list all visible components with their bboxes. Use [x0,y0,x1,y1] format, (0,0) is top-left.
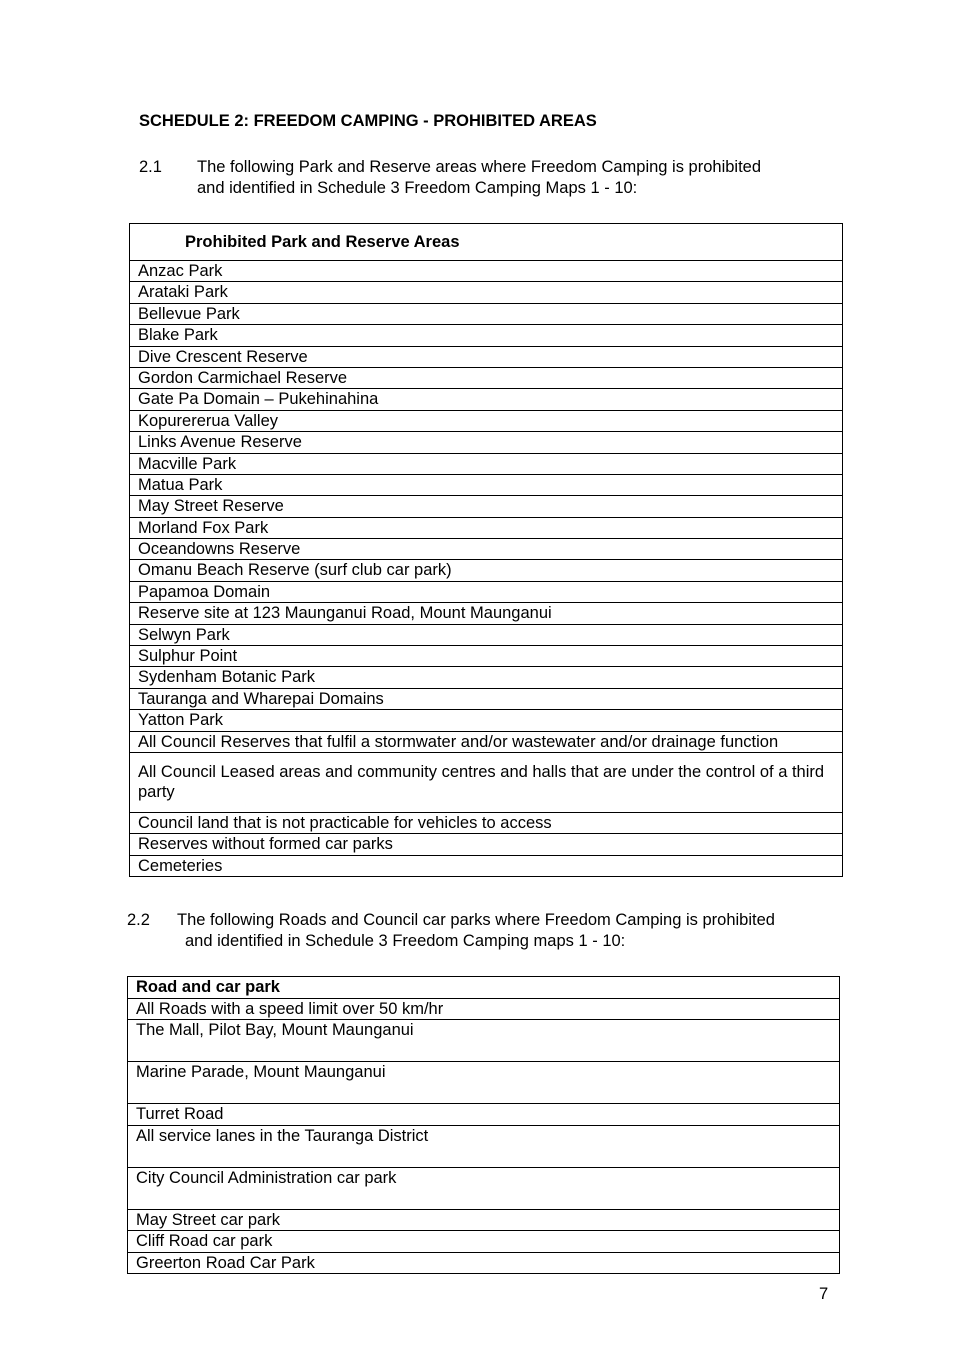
table-row [130,581,843,602]
table-cell: Morland Fox Park [130,517,843,538]
table-row [130,367,843,388]
table-header: Prohibited Park and Reserve Areas [130,224,843,261]
section-text-line: and identified in Schedule 3 Freedom Camping maps 1 - 10: [185,932,626,950]
table-row [130,303,843,324]
table-row [130,346,843,367]
table-cell: All Roads with a speed limit over 50 km/hr [128,999,840,1020]
section-number: 2.1 [139,158,162,176]
table-cell: Turret Road [128,1104,840,1125]
section-text-line: The following Park and Reserve areas where Freedom Camping is prohibited [197,158,762,176]
table-cell: Dive Crescent Reserve [130,346,843,367]
table-cell: May Street car park [128,1209,840,1230]
section-text-line: and identified in Schedule 3 Freedom Camping Maps 1 - 10: [197,179,638,197]
table-cell: Council land that is not practicable for vehicles to access [130,812,843,833]
table-row [128,1020,840,1062]
section-text [197,157,837,199]
table-row [130,752,843,812]
table-header-row [130,224,843,261]
table-cell: Bellevue Park [130,303,843,324]
table-cell: Links Avenue Reserve [130,432,843,453]
table-cell: Yatton Park [130,710,843,731]
table-cell: All service lanes in the Tauranga District [128,1125,840,1167]
table-row [130,731,843,752]
prohibited-parks-table [129,223,843,877]
table-row [128,1104,840,1125]
table-row [130,603,843,624]
table-cell: Marine Parade, Mount Maunganui [128,1062,840,1104]
table-cell: Omanu Beach Reserve (surf club car park) [130,560,843,581]
table-cell: All Council Reserves that fulfil a stormwater and/or wastewater and/or drainage function [130,731,843,752]
table-cell: Tauranga and Wharepai Domains [130,688,843,709]
section-text [177,910,847,952]
table-cell: Selwyn Park [130,624,843,645]
table-row [130,560,843,581]
table-cell: Sydenham Botanic Park [130,667,843,688]
table-cell: Macville Park [130,453,843,474]
table-row [130,496,843,517]
table-cell: Anzac Park [130,261,843,282]
table-row [130,474,843,495]
table-cell: Reserve site at 123 Maunganui Road, Mount Maunganui [130,603,843,624]
table-row [130,624,843,645]
table-row [130,261,843,282]
table-row [128,999,840,1020]
table-row [130,389,843,410]
table-row [130,453,843,474]
table-row [130,410,843,431]
table-row [128,1167,840,1209]
table-cell: Gordon Carmichael Reserve [130,367,843,388]
table-row [130,517,843,538]
table-cell: Greerton Road Car Park [128,1252,840,1273]
table-row [130,710,843,731]
table-cell: The Mall, Pilot Bay, Mount Maunganui [128,1020,840,1062]
road-car-park-table [127,976,840,1274]
table-cell: May Street Reserve [130,496,843,517]
table-cell: Kopurererua Valley [130,410,843,431]
table-cell: Cemeteries [130,855,843,876]
table-header-row [128,977,840,999]
section-number: 2.2 [127,911,150,929]
table-cell: Blake Park [130,325,843,346]
table-row [130,855,843,876]
table-row [130,834,843,855]
table-cell: Cliff Road car park [128,1231,840,1252]
table-cell: Papamoa Domain [130,581,843,602]
table-row [130,646,843,667]
section-text-line: The following Roads and Council car parks where Freedom Camping is prohibited [177,911,775,929]
page-heading: SCHEDULE 2: FREEDOM CAMPING - PROHIBITED AREAS [139,112,597,130]
table-row [130,812,843,833]
table-row [130,667,843,688]
table-row [128,1209,840,1230]
table-row [128,1062,840,1104]
table-cell: Reserves without formed car parks [130,834,843,855]
table-header: Road and car park [128,977,840,999]
table-row [128,1231,840,1252]
table-row [130,282,843,303]
table-cell: Matua Park [130,474,843,495]
table-cell: Arataki Park [130,282,843,303]
table-row [130,432,843,453]
table-row [130,325,843,346]
table-cell: All Council Leased areas and community centres and halls that are under the control of a third party [130,752,843,812]
table-cell: Sulphur Point [130,646,843,667]
table-cell: Gate Pa Domain – Pukehinahina [130,389,843,410]
table-cell: Oceandowns Reserve [130,539,843,560]
table-row [130,688,843,709]
table-row [130,539,843,560]
table-row [128,1252,840,1273]
table-cell: City Council Administration car park [128,1167,840,1209]
page-number: 7 [819,1285,829,1303]
table-row [128,1125,840,1167]
